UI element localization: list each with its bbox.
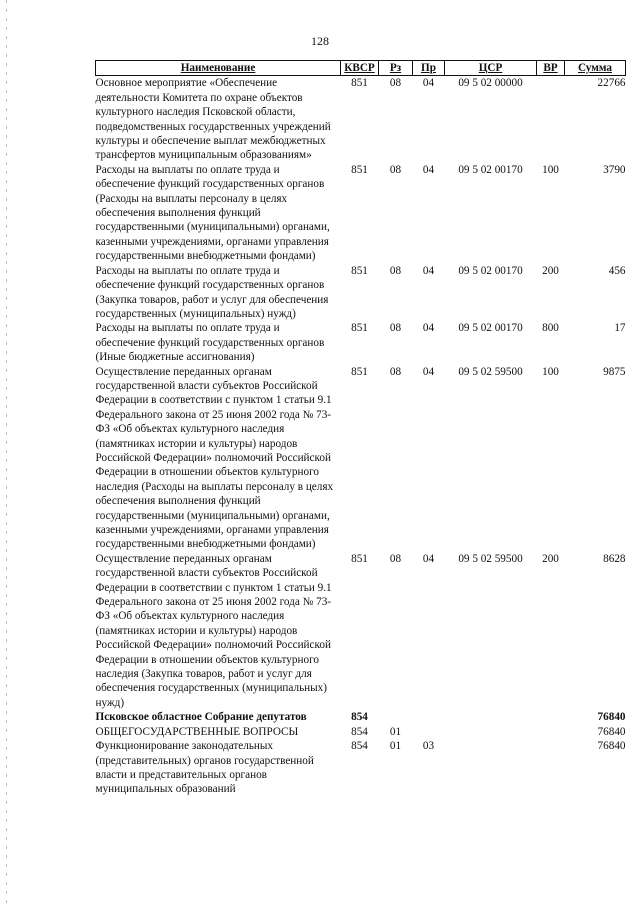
row-rz: 08: [389, 322, 402, 335]
col-header-rz: Рз: [379, 61, 413, 76]
row-pr: 04: [422, 77, 435, 90]
row-name: Основное мероприятие «Обеспечение деятельности Комитета по охране объектов культурного наследия Псковской области, подведомственных государственных учреждений культуры и обеспечение выплат межбюджетных трансфертов муниципальным образованиям»: [95, 77, 331, 162]
row-pr: 04: [422, 365, 435, 378]
row-sum: 8628: [603, 552, 626, 565]
row-rz: 08: [389, 77, 402, 90]
row-vr: 100: [542, 163, 559, 176]
scan-edge-mark: [6, 0, 7, 905]
table-row: [96, 264, 626, 322]
row-vr: 800: [542, 322, 559, 335]
row-vr: 200: [542, 264, 559, 277]
table-row: [96, 725, 626, 739]
row-pr: 04: [422, 163, 435, 176]
page-number: 128: [311, 34, 329, 48]
row-sum: 76840: [597, 711, 626, 724]
row-rz: 01: [389, 740, 402, 753]
row-kvsr: 851: [351, 77, 368, 90]
col-header-sum: Сумма: [565, 61, 626, 76]
row-vr: [537, 710, 565, 724]
row-csr: 09 5 02 00170: [458, 264, 523, 277]
row-sum: 76840: [597, 725, 626, 738]
table-row: [96, 76, 626, 163]
row-sum: 17: [614, 322, 626, 335]
row-rz: [379, 710, 413, 724]
row-name: ОБЩЕГОСУДАРСТВЕННЫЕ ВОПРОСЫ: [95, 725, 299, 738]
row-kvsr: 851: [351, 552, 368, 565]
budget-table: [95, 60, 626, 797]
table-header-row: [96, 61, 626, 76]
table-row: [96, 710, 626, 724]
row-csr: 09 5 02 00170: [458, 322, 523, 335]
row-rz: 08: [389, 264, 402, 277]
row-sum: 456: [608, 264, 626, 277]
col-header-pr: Пр: [413, 61, 445, 76]
row-rz: 08: [389, 365, 402, 378]
table-row: [96, 739, 626, 797]
row-csr: 09 5 02 00170: [458, 163, 523, 176]
row-vr: [537, 76, 565, 163]
row-pr: 04: [422, 264, 435, 277]
row-pr: 04: [422, 552, 435, 565]
row-sum: 76840: [597, 740, 626, 753]
row-vr: 100: [542, 365, 559, 378]
row-name: Расходы на выплаты по оплате труда и обеспечение функций государственных органов (Расходы на выплаты персоналу в целях обеспечения выполнения функций государственными (муниципальными) органами, казенными учреждениями, органами управления государственными внебюджетными фондами): [95, 163, 330, 263]
row-pr: 04: [422, 322, 435, 335]
col-header-csr: ЦСР: [445, 61, 537, 76]
row-kvsr: 851: [351, 365, 368, 378]
row-sum: 3790: [603, 163, 626, 176]
row-kvsr: 854: [351, 725, 368, 738]
table-row: [96, 365, 626, 552]
row-kvsr: 854: [351, 711, 368, 724]
row-name: Функционирование законодательных (представительных) органов государственной власти и представительных органов муниципальных образований: [95, 740, 314, 796]
col-header-name: Наименование: [96, 61, 341, 76]
table-row: [96, 321, 626, 364]
col-header-kvsr: КВСР: [341, 61, 379, 76]
row-kvsr: 851: [351, 264, 368, 277]
row-vr: [537, 739, 565, 797]
col-header-vr: ВР: [537, 61, 565, 76]
row-csr: 09 5 02 00000: [458, 77, 523, 90]
row-pr: [413, 725, 445, 739]
row-csr: 09 5 02 59500: [458, 552, 523, 565]
row-sum: 22766: [597, 77, 626, 90]
row-kvsr: 851: [351, 163, 368, 176]
row-name: Осуществление переданных органам государственной власти субъектов Российской Федерации в соответствии с пунктом 1 статьи 9.1 Федерального закона от 25 июня 2002 года № 73-ФЗ «Об объектах культурного наследия (памятниках истории и культуры) народов Российской Федерации» полномочий Российской Федерации в отношении объектов культурного наследия (Расходы на выплаты персоналу в целях обеспечения выполнения функций государственными (муниципальными) органами, казенными учреждениями, органами управления государственными внебюджетными фондами): [95, 365, 334, 551]
row-csr: [445, 710, 537, 724]
row-vr: 200: [542, 552, 559, 565]
row-csr: 09 5 02 59500: [458, 365, 523, 378]
row-vr: [537, 725, 565, 739]
row-pr: [413, 710, 445, 724]
row-kvsr: 854: [351, 740, 368, 753]
row-sum: 9875: [603, 365, 626, 378]
row-rz: 01: [389, 725, 402, 738]
row-rz: 08: [389, 163, 402, 176]
row-name: Расходы на выплаты по оплате труда и обеспечение функций государственных органов (Закупка товаров, работ и услуг для обеспечения государственных (муниципальных) нужд): [95, 264, 329, 320]
row-rz: 08: [389, 552, 402, 565]
row-name: Осуществление переданных органам государственной власти субъектов Российской Федерации в соответствии с пунктом 1 статьи 9.1 Федерального закона от 25 июня 2002 года № 73-ФЗ «Об объектах культурного наследия (памятниках истории и культуры) народов Российской Федерации» полномочий Российской Федерации в отношении объектов культурного наследия (Закупка товаров, работ и услуг для обеспечения государственных (муниципальных) нужд): [95, 552, 332, 709]
row-name: Расходы на выплаты по оплате труда и обеспечение функций государственных органов (Иные бюджетные ассигнования): [95, 322, 325, 364]
table-row: [96, 163, 626, 264]
row-csr: [445, 739, 537, 797]
row-csr: [445, 725, 537, 739]
row-kvsr: 851: [351, 322, 368, 335]
row-name: Псковское областное Собрание депутатов: [95, 711, 307, 724]
row-pr: 03: [422, 740, 435, 753]
table-row: [96, 552, 626, 710]
